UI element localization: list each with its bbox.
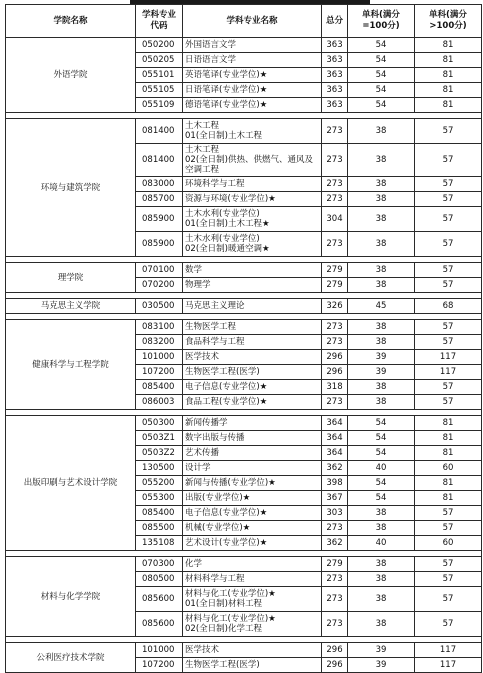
major-name xyxy=(183,536,322,551)
single-score-low: 38 xyxy=(348,263,415,278)
major-name-line: 02(全日制)暖通空调★ xyxy=(185,244,270,254)
single-score-high: 57 xyxy=(415,320,482,335)
major-code: 055101 xyxy=(136,68,183,83)
major-name xyxy=(183,521,322,536)
major-code: 081400 xyxy=(136,119,183,144)
total-score: 273 xyxy=(322,144,348,177)
single-score-high: 60 xyxy=(415,536,482,551)
single-score-high: 57 xyxy=(415,612,482,637)
major-name xyxy=(183,506,322,521)
single-score-low: 38 xyxy=(348,207,415,232)
major-name-line: 电子信息(专业学位)★ xyxy=(185,382,268,392)
single-score-low: 38 xyxy=(348,232,415,257)
single-score-low: 38 xyxy=(348,335,415,350)
major-name-line: 医学技术 xyxy=(185,645,220,655)
major-code: 101000 xyxy=(136,350,183,365)
major-name-line: 艺术传播 xyxy=(185,448,220,458)
major-name-line: 材料与化工(专业学位)★ xyxy=(185,589,276,599)
total-score: 363 xyxy=(322,83,348,98)
major-name xyxy=(183,83,322,98)
single-score-high: 57 xyxy=(415,587,482,612)
header-row xyxy=(6,5,482,38)
single-score-low: 54 xyxy=(348,431,415,446)
total-score: 362 xyxy=(322,461,348,476)
major-name xyxy=(183,207,322,232)
major-code: 050205 xyxy=(136,53,183,68)
total-score: 363 xyxy=(322,68,348,83)
single-score-high: 57 xyxy=(415,335,482,350)
single-score-low: 54 xyxy=(348,491,415,506)
table-row xyxy=(6,119,482,144)
major-name xyxy=(183,557,322,572)
single-score-high: 81 xyxy=(415,491,482,506)
single-score-low: 39 xyxy=(348,643,415,658)
total-score: 296 xyxy=(322,365,348,380)
single-score-high: 57 xyxy=(415,177,482,192)
single-score-low: 38 xyxy=(348,177,415,192)
major-code: 107200 xyxy=(136,658,183,673)
single-score-high: 57 xyxy=(415,506,482,521)
header-code: 学科专业代码 xyxy=(136,5,183,38)
major-name xyxy=(183,68,322,83)
major-name-line: 英语笔译(专业学位)★ xyxy=(185,70,268,80)
major-name-line: 01(全日制)土木工程 xyxy=(185,131,262,141)
total-score: 367 xyxy=(322,491,348,506)
single-score-high: 81 xyxy=(415,431,482,446)
major-name-line: 机械(专业学位)★ xyxy=(185,523,251,533)
header-major: 学科专业名称 xyxy=(183,5,322,38)
table-row xyxy=(6,38,482,53)
single-score-low: 38 xyxy=(348,506,415,521)
single-score-high: 81 xyxy=(415,416,482,431)
single-score-high: 81 xyxy=(415,38,482,53)
major-name-line: 数学 xyxy=(185,265,203,275)
total-score: 273 xyxy=(322,119,348,144)
major-name xyxy=(183,643,322,658)
major-name-line: 02(全日制)供热、供燃气、通风及 xyxy=(185,155,313,165)
table-row xyxy=(6,299,482,314)
major-name-line: 出版(专业学位)★ xyxy=(185,493,251,503)
major-name xyxy=(183,144,322,177)
total-score: 318 xyxy=(322,380,348,395)
single-score-low: 38 xyxy=(348,119,415,144)
single-score-low: 40 xyxy=(348,461,415,476)
college-name: 材料与化学学院 xyxy=(6,557,136,637)
table-row xyxy=(6,557,482,572)
total-score: 296 xyxy=(322,658,348,673)
single-score-low: 39 xyxy=(348,365,415,380)
single-score-low: 40 xyxy=(348,536,415,551)
major-code: 135108 xyxy=(136,536,183,551)
major-name-line: 设计学 xyxy=(185,463,211,473)
header-single-low: 单科(满分=100分) xyxy=(348,5,415,38)
major-code: 081400 xyxy=(136,144,183,177)
major-name-line: 土木水利(专业学位) xyxy=(185,209,260,219)
major-name-line: 新闻与传播(专业学位)★ xyxy=(185,478,276,488)
total-score: 273 xyxy=(322,587,348,612)
major-code: 055200 xyxy=(136,476,183,491)
major-code: 086003 xyxy=(136,395,183,410)
total-score: 279 xyxy=(322,278,348,293)
major-name xyxy=(183,278,322,293)
major-name-line: 02(全日制)化学工程 xyxy=(185,624,262,634)
single-score-high: 60 xyxy=(415,461,482,476)
single-score-low: 38 xyxy=(348,395,415,410)
single-score-high: 57 xyxy=(415,119,482,144)
total-score: 273 xyxy=(322,521,348,536)
major-code: 085400 xyxy=(136,506,183,521)
single-score-high: 57 xyxy=(415,395,482,410)
major-code: 085500 xyxy=(136,521,183,536)
major-name-line: 01(全日制)材料工程 xyxy=(185,599,262,609)
college-name: 理学院 xyxy=(6,263,136,293)
major-name-line: 生物医学工程(医学) xyxy=(185,660,260,670)
total-score: 273 xyxy=(322,395,348,410)
major-name xyxy=(183,53,322,68)
major-name-line: 艺术设计(专业学位)★ xyxy=(185,538,268,548)
table-row xyxy=(6,416,482,431)
college-name: 健康科学与工程学院 xyxy=(6,320,136,410)
single-score-low: 54 xyxy=(348,53,415,68)
single-score-low: 38 xyxy=(348,192,415,207)
major-code: 107200 xyxy=(136,365,183,380)
major-name-line: 电子信息(专业学位)★ xyxy=(185,508,268,518)
major-code: 083100 xyxy=(136,320,183,335)
major-code: 101000 xyxy=(136,643,183,658)
major-code: 055300 xyxy=(136,491,183,506)
single-score-low: 54 xyxy=(348,446,415,461)
major-code: 070100 xyxy=(136,263,183,278)
total-score: 398 xyxy=(322,476,348,491)
major-name xyxy=(183,232,322,257)
single-score-low: 38 xyxy=(348,320,415,335)
major-name-line: 物理学 xyxy=(185,280,211,290)
major-name-line: 新闻传播学 xyxy=(185,418,228,428)
single-score-low: 38 xyxy=(348,278,415,293)
single-score-low: 38 xyxy=(348,380,415,395)
major-name xyxy=(183,177,322,192)
single-score-high: 57 xyxy=(415,207,482,232)
major-code: 085600 xyxy=(136,587,183,612)
major-name xyxy=(183,320,322,335)
single-score-high: 81 xyxy=(415,68,482,83)
single-score-high: 117 xyxy=(415,365,482,380)
major-name-line: 数字出版与传播 xyxy=(185,433,245,443)
major-name xyxy=(183,431,322,446)
single-score-low: 54 xyxy=(348,68,415,83)
single-score-low: 45 xyxy=(348,299,415,314)
single-score-high: 117 xyxy=(415,643,482,658)
major-code: 0503Z1 xyxy=(136,431,183,446)
header-college: 学院名称 xyxy=(6,5,136,38)
total-score: 273 xyxy=(322,192,348,207)
major-code: 055109 xyxy=(136,98,183,113)
single-score-high: 81 xyxy=(415,83,482,98)
major-name-line: 生物医学工程 xyxy=(185,322,237,332)
total-score: 363 xyxy=(322,53,348,68)
major-code: 130500 xyxy=(136,461,183,476)
major-code: 083200 xyxy=(136,335,183,350)
single-score-high: 81 xyxy=(415,446,482,461)
major-code: 050300 xyxy=(136,416,183,431)
single-score-low: 54 xyxy=(348,38,415,53)
major-name-line: 空调工程 xyxy=(185,165,220,175)
single-score-low: 38 xyxy=(348,521,415,536)
major-code: 083000 xyxy=(136,177,183,192)
single-score-low: 39 xyxy=(348,350,415,365)
major-code: 070300 xyxy=(136,557,183,572)
major-name xyxy=(183,299,322,314)
total-score: 273 xyxy=(322,232,348,257)
major-name xyxy=(183,658,322,673)
single-score-high: 68 xyxy=(415,299,482,314)
total-score: 279 xyxy=(322,263,348,278)
single-score-low: 39 xyxy=(348,658,415,673)
major-name-line: 生物医学工程(医学) xyxy=(185,367,260,377)
header-single-high: 单科(满分>100分) xyxy=(415,5,482,38)
single-score-low: 38 xyxy=(348,144,415,177)
major-name xyxy=(183,98,322,113)
total-score: 364 xyxy=(322,416,348,431)
major-name-line: 外国语言文学 xyxy=(185,40,237,50)
major-name xyxy=(183,572,322,587)
major-code: 085400 xyxy=(136,380,183,395)
single-score-high: 57 xyxy=(415,144,482,177)
single-score-high: 57 xyxy=(415,192,482,207)
major-code: 085700 xyxy=(136,192,183,207)
total-score: 279 xyxy=(322,557,348,572)
major-name xyxy=(183,263,322,278)
major-name-line: 土木工程 xyxy=(185,121,220,131)
total-score: 273 xyxy=(322,320,348,335)
major-name-line: 材料科学与工程 xyxy=(185,574,245,584)
major-code: 050200 xyxy=(136,38,183,53)
major-name xyxy=(183,335,322,350)
single-score-high: 57 xyxy=(415,572,482,587)
single-score-high: 117 xyxy=(415,350,482,365)
major-code: 080500 xyxy=(136,572,183,587)
major-name xyxy=(183,476,322,491)
table-row xyxy=(6,320,482,335)
total-score: 326 xyxy=(322,299,348,314)
major-name-line: 化学 xyxy=(185,559,203,569)
major-name-line: 材料与化工(专业学位)★ xyxy=(185,614,276,624)
total-score: 364 xyxy=(322,431,348,446)
single-score-low: 38 xyxy=(348,557,415,572)
single-score-low: 38 xyxy=(348,572,415,587)
college-name: 公利医疗技术学院 xyxy=(6,643,136,673)
major-name-line: 01(全日制)土木工程★ xyxy=(185,219,270,229)
major-name xyxy=(183,587,322,612)
header-total: 总分 xyxy=(322,5,348,38)
single-score-high: 57 xyxy=(415,521,482,536)
college-name: 出版印刷与艺术设计学院 xyxy=(6,416,136,551)
single-score-high: 57 xyxy=(415,380,482,395)
single-score-high: 57 xyxy=(415,232,482,257)
single-score-high: 57 xyxy=(415,557,482,572)
single-score-high: 81 xyxy=(415,476,482,491)
major-name-line: 环境科学与工程 xyxy=(185,179,245,189)
major-name xyxy=(183,350,322,365)
table-row xyxy=(6,643,482,658)
major-name xyxy=(183,395,322,410)
single-score-low: 54 xyxy=(348,98,415,113)
major-code: 085900 xyxy=(136,232,183,257)
total-score: 363 xyxy=(322,38,348,53)
score-table xyxy=(5,4,482,673)
major-code: 085900 xyxy=(136,207,183,232)
table-row xyxy=(6,263,482,278)
table-body xyxy=(6,38,482,673)
major-name-line: 日语语言文学 xyxy=(185,55,237,65)
major-name-line: 马克思主义理论 xyxy=(185,301,245,311)
major-name-line: 食品科学与工程 xyxy=(185,337,245,347)
major-name xyxy=(183,491,322,506)
total-score: 296 xyxy=(322,350,348,365)
single-score-low: 54 xyxy=(348,476,415,491)
major-name xyxy=(183,365,322,380)
major-code: 0503Z2 xyxy=(136,446,183,461)
single-score-high: 57 xyxy=(415,263,482,278)
major-name-line: 资源与环境(专业学位)★ xyxy=(185,194,276,204)
major-name-line: 土木水利(专业学位) xyxy=(185,234,260,244)
single-score-high: 57 xyxy=(415,278,482,293)
major-code: 070200 xyxy=(136,278,183,293)
total-score: 296 xyxy=(322,643,348,658)
single-score-low: 54 xyxy=(348,416,415,431)
major-name xyxy=(183,446,322,461)
single-score-low: 38 xyxy=(348,587,415,612)
total-score: 362 xyxy=(322,536,348,551)
single-score-high: 81 xyxy=(415,98,482,113)
total-score: 363 xyxy=(322,98,348,113)
major-code: 055105 xyxy=(136,83,183,98)
major-name xyxy=(183,416,322,431)
total-score: 304 xyxy=(322,207,348,232)
college-name: 马克思主义学院 xyxy=(6,299,136,314)
major-name-line: 土木工程 xyxy=(185,145,220,155)
major-name xyxy=(183,461,322,476)
total-score: 273 xyxy=(322,335,348,350)
total-score: 364 xyxy=(322,446,348,461)
college-name: 环境与建筑学院 xyxy=(6,119,136,257)
single-score-low: 54 xyxy=(348,83,415,98)
single-score-high: 81 xyxy=(415,53,482,68)
total-score: 273 xyxy=(322,572,348,587)
major-name-line: 医学技术 xyxy=(185,352,220,362)
major-name-line: 德语笔译(专业学位)★ xyxy=(185,100,268,110)
total-score: 273 xyxy=(322,612,348,637)
major-name-line: 食品工程(专业学位)★ xyxy=(185,397,268,407)
major-code: 085600 xyxy=(136,612,183,637)
major-name xyxy=(183,192,322,207)
major-name xyxy=(183,119,322,144)
major-name xyxy=(183,380,322,395)
college-name: 外语学院 xyxy=(6,38,136,113)
major-name xyxy=(183,612,322,637)
major-name-line: 日语笔译(专业学位)★ xyxy=(185,85,268,95)
major-name xyxy=(183,38,322,53)
single-score-low: 38 xyxy=(348,612,415,637)
total-score: 273 xyxy=(322,177,348,192)
total-score: 303 xyxy=(322,506,348,521)
major-code: 030500 xyxy=(136,299,183,314)
single-score-high: 117 xyxy=(415,658,482,673)
score-table-container xyxy=(5,0,481,673)
